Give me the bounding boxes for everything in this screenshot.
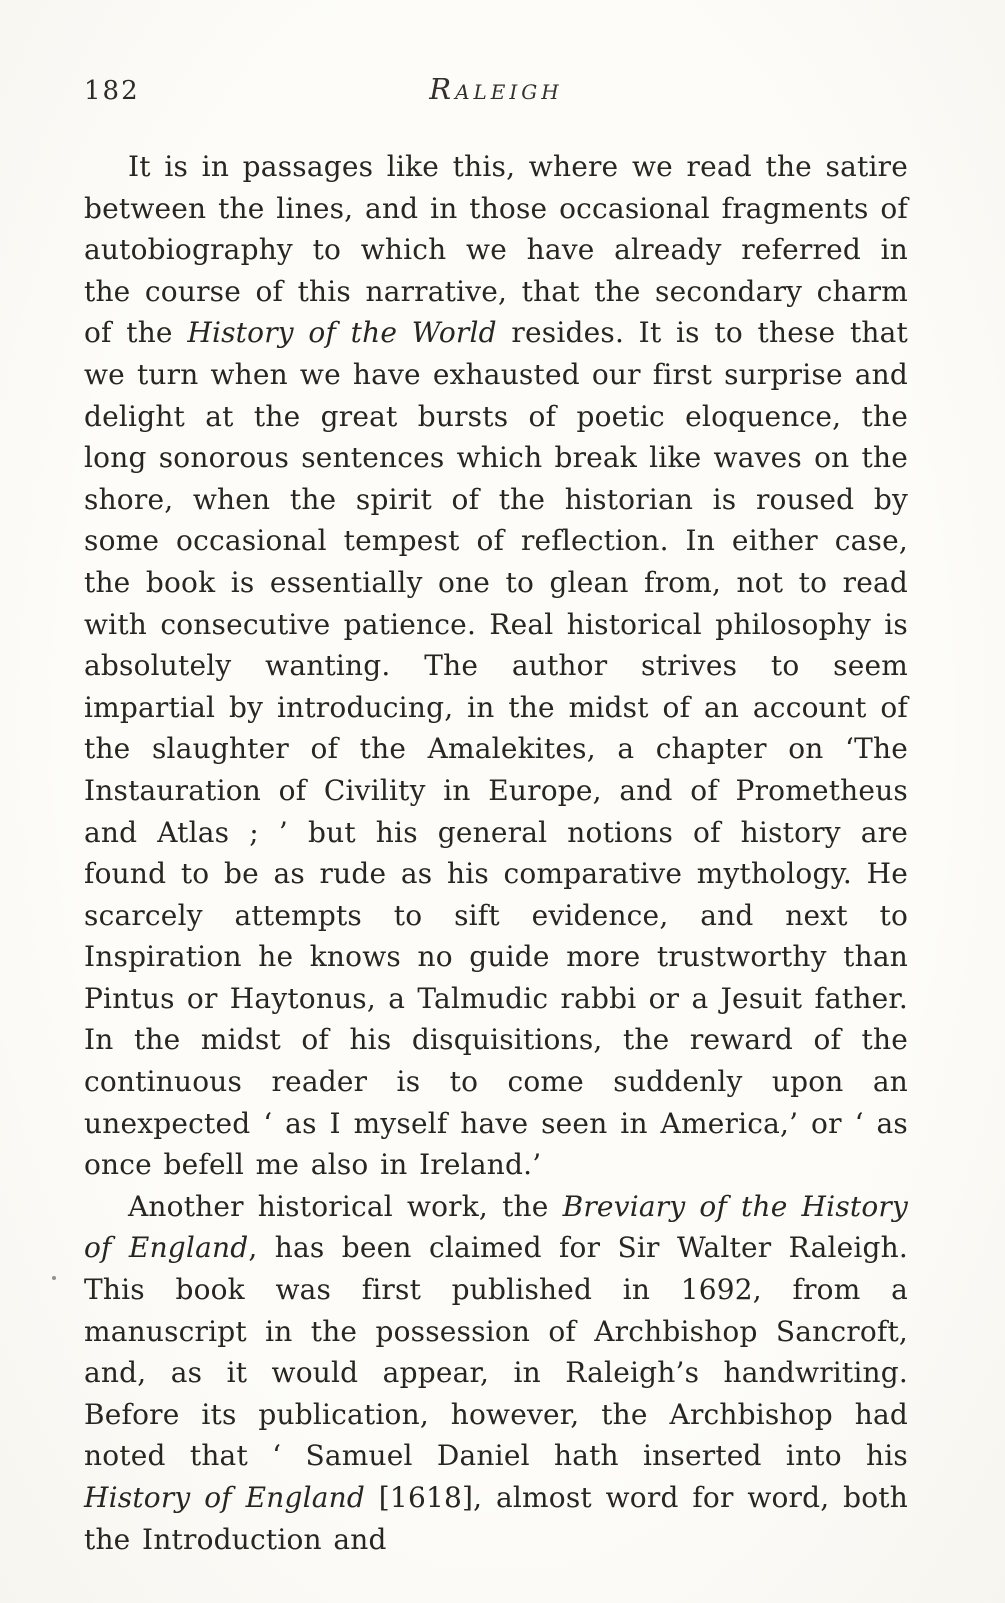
italic-book-title: Breviary of the History of England xyxy=(84,1189,908,1265)
paragraph-2 xyxy=(84,1186,908,1560)
scan-speck xyxy=(52,1276,56,1280)
running-title: Raleigh xyxy=(429,72,563,106)
page-number: 182 xyxy=(84,76,140,106)
paragraph-1 xyxy=(84,146,908,1186)
italic-book-title: History of England xyxy=(84,1481,366,1514)
text-run: , has been claimed for Sir Walter Raleigh. This book was first published in 1692, from a manuscript in the possession of Archbishop Sancroft, and, as it would appear, in Raleigh’s handwriting. Before its publication, however, the Archbishop had noted that ‘ Samuel Daniel hath inserted into his xyxy=(84,1231,909,1473)
page-header xyxy=(84,72,908,116)
text-run: resides. It is to these that we turn when we have exhausted our first surprise and delight at the great bursts of poetic eloquence, the long sonorous sentences which break like waves on the shore, when the spirit of the historian is roused by some occasional tempest of reflection. In either case, the book is essentially one to glean from, not to read with consecutive patience. Real historical philosophy is absolutely wanting. The author strives to seem impartial by introducing, in the midst of an account of the slaughter of the Amalekites, a chapter on ‘The Instauration of Civility in Europe, and of Prometheus and Atlas ; ’ but his general notions of history are found to be as rude as his comparative mythology. He scarcely attempts to sift evidence, and next to Inspiration he knows no guide more trustworthy than Pintus or Haytonus, a Talmudic rabbi or a Jesuit father. In the midst of his disquisitions, the reward of the continuous reader is to come suddenly upon an unexpected ‘ as I myself have seen in America,’ or ‘ as once befell me also in Ireland.’ xyxy=(84,316,908,1182)
text-run: Another historical work, the xyxy=(128,1189,563,1223)
text-run: It is in passages like this, where we read the satire between the lines, and in those occasional fragments of autobiography to which we have already referred in the course of this narrative, that the secondary charm of the xyxy=(84,150,908,350)
page-body xyxy=(84,146,908,1560)
text-run: [1618], almost word for word, both the Introduction and xyxy=(84,1481,908,1556)
italic-book-title: History of the World xyxy=(187,316,497,350)
